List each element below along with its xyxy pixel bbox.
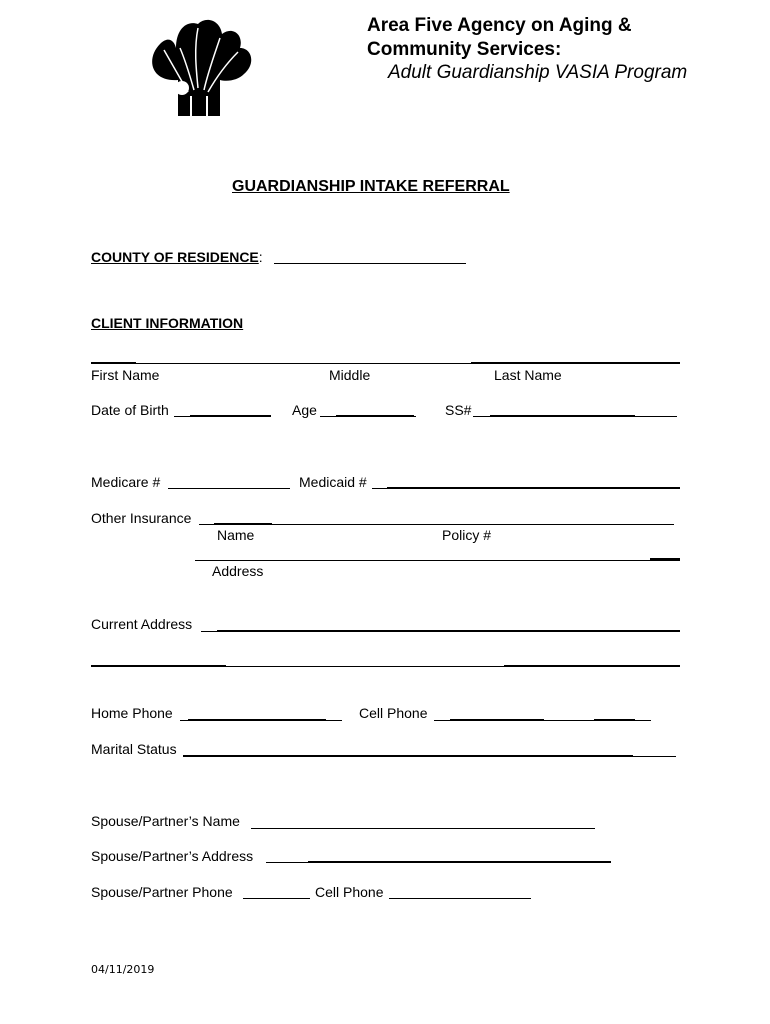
name-field-emphasis [91,362,136,364]
org-name-line2: Community Services: [367,39,562,60]
marital-status-field-emphasis [183,755,633,757]
client-info-heading: CLIENT INFORMATION [91,315,244,331]
middle-name-label: Middle [329,367,371,383]
spouse-cell-phone-label: Cell Phone [315,884,384,900]
spouse-name-label: Spouse/Partner’s Name [91,813,240,829]
org-name-line1: Area Five Agency on Aging & [367,15,632,36]
spouse-cell-phone-field[interactable] [389,898,531,899]
form-title: GUARDIANSHIP INTAKE REFERRAL [232,178,510,195]
age-field-emphasis [336,415,414,417]
marital-status-label: Marital Status [91,741,177,757]
shell-logo-icon [140,18,258,120]
first-name-label: First Name [91,367,160,383]
dob-field-emphasis [190,415,271,417]
cell-phone-label: Cell Phone [359,705,428,721]
address-line2-emphasis-right [504,665,680,667]
county-field[interactable] [274,263,466,264]
medicare-field[interactable] [168,488,290,489]
spouse-address-field-emphasis [308,861,611,863]
insurance-address-label: Address [212,563,264,579]
spouse-address-label: Spouse/Partner’s Address [91,848,254,864]
spouse-name-field[interactable] [251,828,595,829]
ss-field-emphasis [490,415,635,417]
cell-phone-field-emphasis-1 [450,719,544,721]
address-line2-emphasis-left [91,665,226,667]
cell-phone-field-emphasis-2 [594,719,635,721]
program-name: Adult Guardianship VASIA Program [388,62,688,83]
spouse-phone-label: Spouse/Partner Phone [91,884,233,900]
footer-date: 04/11/2019 [91,963,155,976]
other-insurance-label: Other Insurance [91,510,192,526]
insurance-address-field[interactable] [195,560,680,561]
name-field[interactable] [91,363,471,364]
current-address-label: Current Address [91,616,193,632]
county-label: COUNTY OF RESIDENCE: [91,249,263,265]
insurance-policy-label: Policy # [442,527,492,543]
ss-label: SS# [445,402,472,418]
medicaid-field-emphasis [387,487,680,489]
age-label: Age [292,402,317,418]
medicare-label: Medicare # [91,474,161,490]
home-phone-field-emphasis [188,719,326,721]
spouse-phone-field[interactable] [243,898,310,899]
dob-label: Date of Birth [91,402,169,418]
medicaid-label: Medicaid # [299,474,367,490]
last-name-label: Last Name [494,367,562,383]
insurance-name-label: Name [217,527,255,543]
insurance-address-field-emphasis [650,558,680,560]
other-insurance-field-emphasis [214,523,272,525]
current-address-field-emphasis [217,630,680,632]
last-name-field-emphasis [471,362,680,364]
home-phone-label: Home Phone [91,705,173,721]
